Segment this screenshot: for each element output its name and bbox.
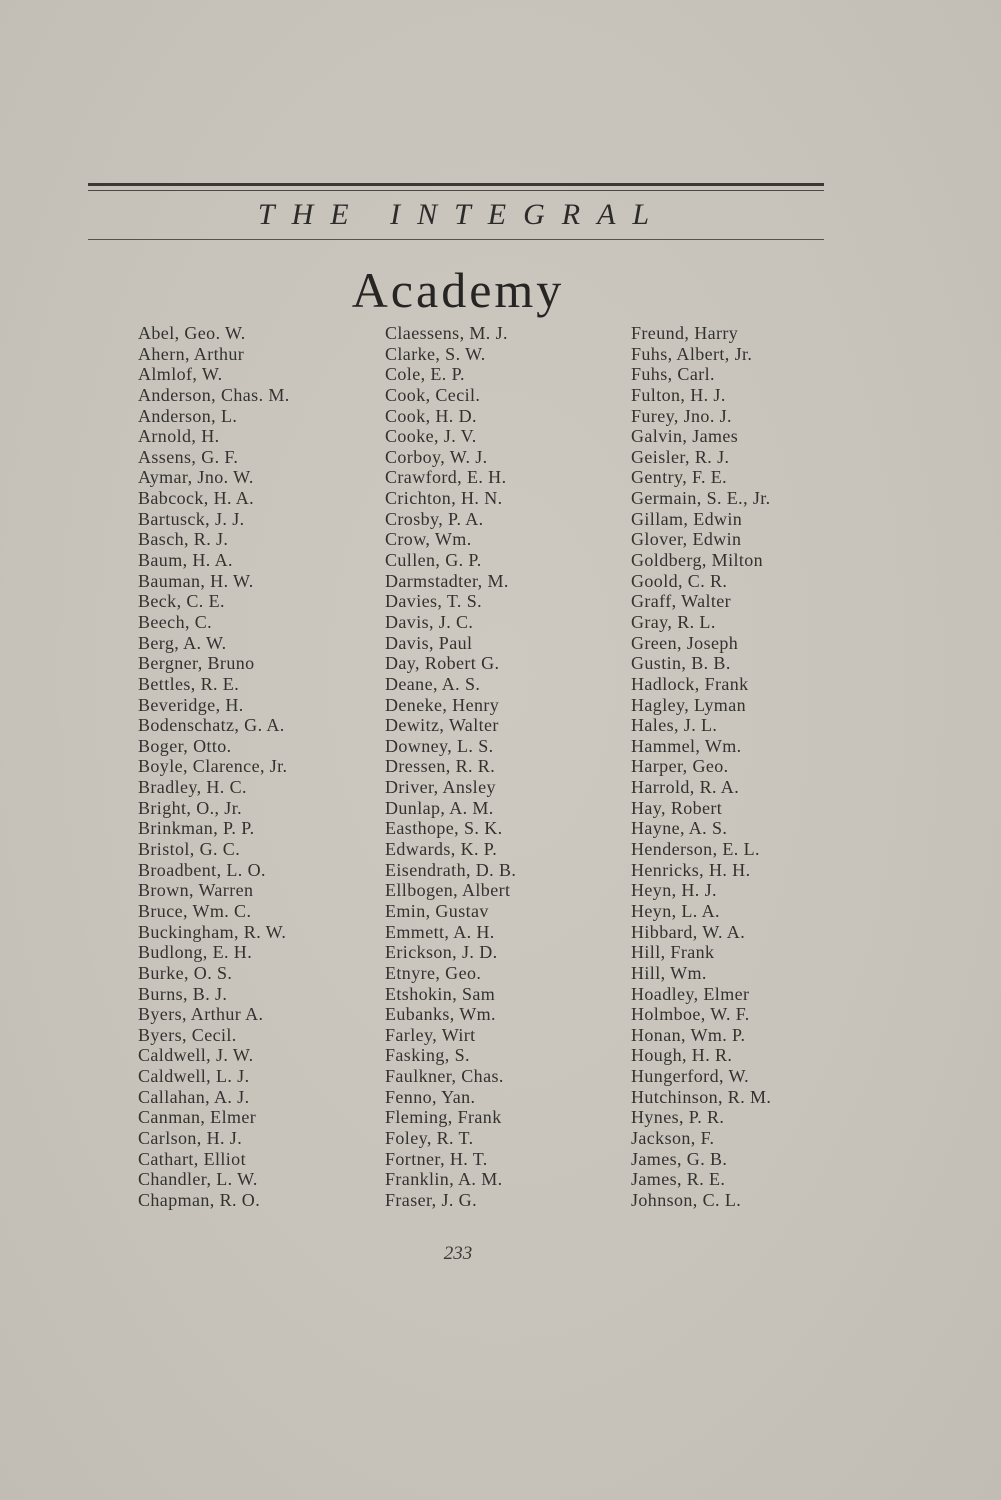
list-item: Davis, J. C. [385,611,474,632]
list-item: James, G. B. [631,1148,728,1169]
list-item: Heyn, L. A. [631,900,720,921]
list-item: Etnyre, Geo. [385,962,482,983]
list-item: Hynes, P. R. [631,1107,725,1128]
list-item: Callahan, A. J. [138,1086,250,1107]
list-item: Baum, H. A. [138,550,233,571]
list-item: Johnson, C. L. [631,1189,742,1210]
list-item: Freund, Harry [631,323,739,343]
list-item: Holmboe, W. F. [631,1004,750,1025]
list-item: Hay, Robert [631,797,723,818]
list-item: Etshokin, Sam [385,983,496,1004]
list-item: Dunlap, A. M. [385,797,494,818]
list-item: Hough, H. R. [631,1045,733,1066]
list-item: Cullen, G. P. [385,550,482,571]
list-item: Ahern, Arthur [138,343,245,364]
list-item: Bristol, G. C. [138,839,241,860]
list-item: Cook, Cecil. [385,384,481,405]
list-item: Deane, A. S. [385,673,481,694]
list-item: Edwards, K. P. [385,839,498,860]
list-item: Henderson, E. L. [631,839,760,860]
list-item: Boyle, Clarence, Jr. [138,756,288,777]
list-item: Franklin, A. M. [385,1169,503,1190]
list-item: Crawford, E. H. [385,467,507,488]
page-number: 233 [443,1243,473,1264]
list-item: Beck, C. E. [138,591,225,612]
list-item: Davis, Paul [385,632,473,653]
list-item: Davies, T. S. [385,591,483,612]
list-item: Emmett, A. H. [385,921,495,942]
list-item: Crosby, P. A. [385,508,484,529]
list-item: Hammel, Wm. [631,735,742,756]
list-item: Arnold, H. [138,426,220,447]
list-item: Hibbard, W. A. [631,921,746,942]
list-item: Canman, Elmer [138,1107,257,1128]
list-item: Abel, Geo. W. [138,323,246,343]
list-item: Harrold, R. A. [631,777,740,798]
list-item: Crichton, H. N. [385,488,503,509]
list-item: Babcock, H. A. [138,488,255,509]
list-item: Cook, H. D. [385,405,477,426]
list-item: Darmstadter, M. [385,570,509,591]
list-item: Fulton, H. J. [631,384,726,405]
list-item: Goldberg, Milton [631,550,764,571]
list-item: Eubanks, Wm. [385,1004,496,1025]
list-item: Driver, Ansley [385,777,496,798]
name-column-2 [385,323,516,1211]
list-item: Hales, J. L. [631,715,718,736]
list-item: Gentry, F. E. [631,467,728,488]
list-item: Broadbent, L. O. [138,859,266,880]
list-item: Hill, Wm. [631,962,707,983]
list-item: Geisler, R. J. [631,446,730,467]
list-item: Bauman, H. W. [138,570,254,591]
list-item: Hill, Frank [631,942,715,963]
list-item: Graff, Walter [631,591,732,612]
header-rule-thick [88,183,824,186]
header-rule-thin [88,190,824,191]
list-item: Basch, R. J. [138,529,229,550]
list-item: Heyn, H. J. [631,880,717,901]
list-item: Gillam, Edwin [631,508,743,529]
list-item: Caldwell, L. J. [138,1066,250,1087]
header-rule-bottom [88,239,824,240]
list-item: Honan, Wm. P. [631,1024,746,1045]
list-item: Downey, L. S. [385,735,494,756]
list-item: Green, Joseph [631,632,739,653]
list-item: Eisendrath, D. B. [385,859,517,880]
list-item: Byers, Cecil. [138,1024,237,1045]
list-item: Brinkman, P. P. [138,818,255,839]
list-item: Foley, R. T. [385,1127,474,1148]
list-item: Dewitz, Walter [385,715,499,736]
list-item: James, R. E. [631,1169,726,1190]
list-item: Fortner, H. T. [385,1148,488,1169]
list-item: Ellbogen, Albert [385,880,511,901]
list-item: Hutchinson, R. M. [631,1086,772,1107]
list-item: Day, Robert G. [385,653,500,674]
list-item: Faulkner, Chas. [385,1066,504,1087]
list-item: Harper, Geo. [631,756,729,777]
list-item: Chandler, L. W. [138,1169,258,1190]
list-item: Chapman, R. O. [138,1189,261,1210]
list-item: Bright, O., Jr. [138,797,243,818]
list-item: Budlong, E. H. [138,942,253,963]
list-item: Crow, Wm. [385,529,472,550]
list-item: Buckingham, R. W. [138,921,287,942]
list-item: Fraser, J. G. [385,1189,477,1210]
list-item: Fenno, Yan. [385,1086,476,1107]
list-item: Germain, S. E., Jr. [631,488,771,509]
list-item: Corboy, W. J. [385,446,488,467]
list-item: Jackson, F. [631,1127,715,1148]
list-item: Henricks, H. H. [631,859,751,880]
list-item: Glover, Edwin [631,529,742,550]
name-column-1 [138,323,290,1211]
list-item: Farley, Wirt [385,1024,476,1045]
list-item: Burke, O. S. [138,962,233,983]
list-item: Caldwell, J. W. [138,1045,254,1066]
list-item: Fuhs, Albert, Jr. [631,343,753,364]
name-column-3 [631,323,771,1211]
journal-title: THE INTEGRAL [257,198,667,231]
list-item: Emin, Gustav [385,900,489,921]
list-item: Bartusck, J. J. [138,508,245,529]
list-item: Burns, B. J. [138,983,228,1004]
list-item: Boger, Otto. [138,735,232,756]
list-item: Beveridge, H. [138,694,244,715]
list-item: Cole, E. P. [385,364,465,385]
list-item: Anderson, Chas. M. [138,384,290,405]
list-item: Easthope, S. K. [385,818,503,839]
section-title: Academy [351,262,565,318]
list-item: Brown, Warren [138,880,254,901]
list-item: Berg, A. W. [138,632,227,653]
list-item: Galvin, James [631,426,739,447]
list-item: Bradley, H. C. [138,777,247,798]
list-item: Hoadley, Elmer [631,983,750,1004]
list-item: Hungerford, W. [631,1066,750,1087]
list-item: Furey, Jno. J. [631,405,732,426]
list-item: Deneke, Henry [385,694,500,715]
list-item: Bergner, Bruno [138,653,255,674]
list-item: Almlof, W. [138,364,223,385]
list-item: Beech, C. [138,611,213,632]
list-item: Fleming, Frank [385,1107,502,1128]
list-item: Cooke, J. V. [385,426,477,447]
list-item: Byers, Arthur A. [138,1004,264,1025]
list-item: Carlson, H. J. [138,1127,243,1148]
list-item: Bettles, R. E. [138,673,240,694]
list-item: Hagley, Lyman [631,694,747,715]
list-item: Erickson, J. D. [385,942,498,963]
list-item: Hayne, A. S. [631,818,728,839]
list-item: Fuhs, Carl. [631,364,715,385]
list-item: Bodenschatz, G. A. [138,715,285,736]
list-item: Clarke, S. W. [385,343,486,364]
list-item: Dressen, R. R. [385,756,496,777]
list-item: Aymar, Jno. W. [138,467,254,488]
list-item: Bruce, Wm. C. [138,900,252,921]
list-item: Fasking, S. [385,1045,470,1066]
list-item: Claessens, M. J. [385,323,508,343]
list-item: Assens, G. F. [138,446,239,467]
list-item: Gray, R. L. [631,611,716,632]
list-item: Gustin, B. B. [631,653,731,674]
list-item: Anderson, L. [138,405,238,426]
list-item: Cathart, Elliot [138,1148,246,1169]
list-item: Hadlock, Frank [631,673,749,694]
list-item: Goold, C. R. [631,570,728,591]
